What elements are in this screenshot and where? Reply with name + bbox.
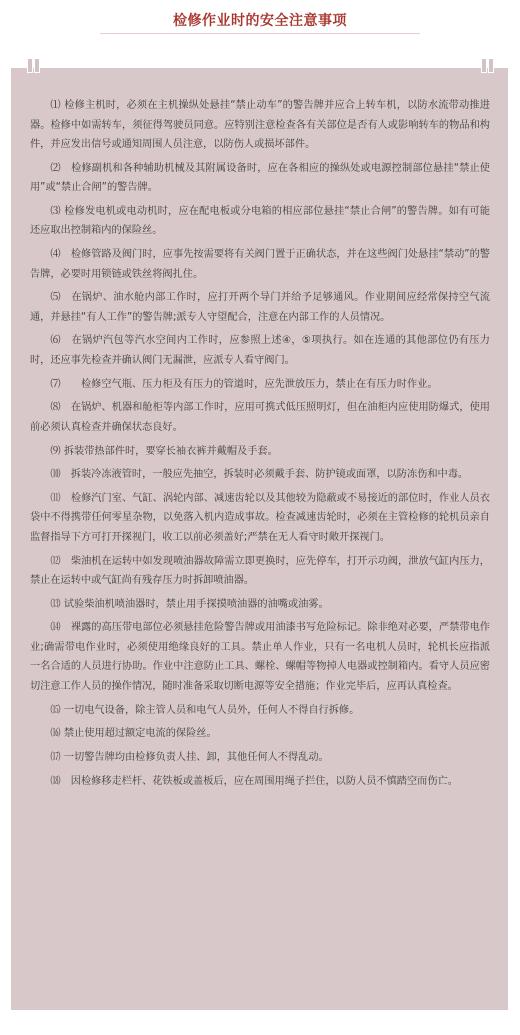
safety-item: ⒀ 试验柴油机喷油器时，禁止用手探摸喷油器的油嘴或油雾。: [50, 598, 329, 610]
panel-tab-left-1: [27, 58, 33, 73]
page-title: 检修作业时的安全注意事项: [173, 13, 347, 29]
safety-item: ⑸ 在锅炉、油水舱内部工作时，应打开两个导门并给予足够通风。作业期间应经常保持空气流通，并悬挂“有人工作”的警告牌;派专人守望配合，注意在内部工作的人员情况。: [30, 292, 490, 323]
safety-item: ⒁ 裸露的高压带电部位必须悬挂危险警告牌或用油漆书写危险标记。除非绝对必要，严禁带电作业;确需带电作业时，必须使用绝缘良好的工具。禁止单人作业，只有一名电机人员时，轮机长应指派一名合适的人员进行协助。作业中注意防止工具、螺栓、螺帽等物掉人电器或控制箱内。看守人员应密切注意工作人员的操作情况，随时准备采取切断电源等安全措施；作业完毕后，应再认真检查。: [30, 622, 490, 692]
safety-items-list: [30, 96, 490, 795]
panel-tab-left-2: [34, 58, 40, 73]
safety-item: ⑽ 拆装冷冻液管时，一般应先抽空，拆装时必须戴手套、防护镜或面罩，以防冻伤和中毒。: [50, 469, 469, 481]
safety-item: ⑹ 在锅炉汽包等汽水空间内工作时，应参照上述④，⑤项执行。如在连通的其他部位仍有压力时，还应事先检查并确认阀门无漏泄，应派专人看守阀门。: [30, 335, 490, 366]
safety-item: ⑶ 检修发电机或电动机时，应在配电板或分电箱的相应部位悬挂“禁止合闸”的警告牌。如有可能还应取出控制箱内的保险丝。: [30, 205, 490, 237]
safety-item: ⑷ 检修管路及阀门时，应事先按需要将有关阀门置于正确状态，并在这些阀门处悬挂“禁动”的警告牌，必要时用锁链或铁丝将阀扎住。: [30, 249, 490, 280]
safety-item: ⒅ 因检修移走栏杆、花铁板或盖板后，应在周围用绳子拦住，以防人员不慎踏空而伤亡。: [50, 775, 458, 787]
safety-item: ⒃ 禁止使用超过额定电流的保险丝。: [50, 728, 217, 740]
safety-item: ⑿ 柴油机在运转中如发现喷油器故障需立即更换时，应先停车，打开示功阀，泄放气缸内压力，禁止在运转中或气缸尚有残存压力时拆卸喷油器。: [30, 555, 490, 587]
safety-item: ⑺ 检修空气瓶、压力柜及有压力的管道时，应先泄放压力，禁止在有压力时作业。: [50, 378, 438, 390]
safety-item: ⑼ 拆装带热部件时，要穿长袖衣裤并戴帽及手套。: [50, 445, 278, 457]
safety-item: ⒄ 一切警告牌均由检修负责人挂、卸，其他任何人不得乱动。: [50, 752, 329, 763]
safety-item: ⑴ 检修主机时，必须在主机操纵处悬挂“禁止动车”的警告牌并应合上转车机，以防水流带动推进器。检修中如需转车，须征得驾驶员同意。应特别注意检查各有关部位是否有人或影响转车的物品和构件，并应发出信号或通知周围人员注意，以防伤人或损坏部件。: [30, 100, 490, 150]
safety-item: ⑾ 检修汽门室、气缸、涡轮内部、减速齿轮以及其他较为隐蔽或不易接近的部位时，作业人员衣袋中不得携带任何零星杂物，以免落入机内造成事故。检查减速齿轮时，必须在主管检修的轮机员亲自监督指导下方可打开探视门，收工以前必须盖好;严禁在无人看守时敞开探视门。: [30, 492, 490, 543]
panel-tab-right-1: [481, 58, 487, 73]
safety-item: ⑵ 检修副机和各种辅助机械及其附属设备时，应在各相应的操纵处或电源控制部位悬挂“禁止使用”或“禁止合闸”的警告牌。: [30, 162, 490, 194]
title-divider: [100, 33, 420, 34]
safety-item: ⒂ 一切电气设备，除主管人员和电气人员外，任何人不得自行拆修。: [50, 704, 360, 716]
panel-tab-right-2: [488, 58, 494, 73]
safety-item: ⑻ 在锅炉、机器和舱柜等内部工作时，应用可携式低压照明灯，但在油柜内应使用防爆式，使用前必须认真检查并确保状态良好。: [30, 402, 490, 433]
